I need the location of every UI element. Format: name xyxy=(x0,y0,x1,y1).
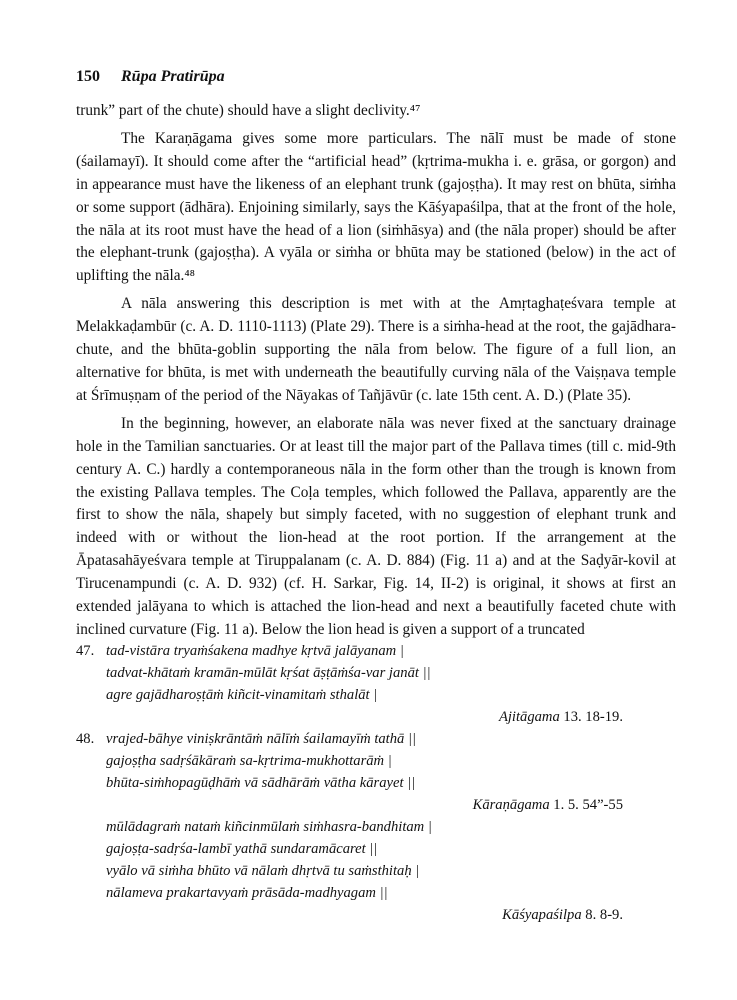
verse-line: tad-vistāra tryaṁśakena madhye kṛtvā jalāyanam | xyxy=(106,643,404,659)
footnote-number: 47. xyxy=(76,643,95,659)
source-reference: 1. 5. 54”-55 xyxy=(553,797,623,813)
verse-line: tadvat-khātaṁ kramān-mūlāt kṛśat āṣṭāṁśa-var janāt || xyxy=(106,665,431,681)
verse-line: nālameva prakartavyaṁ prāsāda-madhyagam || xyxy=(106,885,388,901)
footnote-source xyxy=(76,904,688,926)
main-text xyxy=(76,100,676,642)
verse-line: gajoṣṭa-sadṛśa-lambī yathā sundaramācaret || xyxy=(106,841,378,857)
footnotes xyxy=(76,640,688,926)
source-title: Kāraṇāgama xyxy=(472,797,550,813)
paragraph: In the beginning, however, an elaborate nāla was never fixed at the sanctuary drainage hole in the Tamilian sanctuaries. Or at least till the major part of the Pallava times (till c. mid-9th century A. C.) hardly a contemporaneous nāla in the form other than the trough is known from the existing Pallava temples. The Coḷa temples, which followed the Pallava, apparently are the first to show the nāla, shapely but simply faceted, with no suggestion of elephant trunk and indeed with or without the lion-head at the root portion. If the arrangement at the Āpatasahāyeśvara temple at Tiruppalanam (c. A. D. 884) (Fig. 11 a) and at the Saḍyār-kovil at Tirucenampundi (c. A. D. 932) (cf. H. Sarkar, Fig. 14, II-2) is original, it shows at first an extended jalāyana to which is attached the lion-head and next a beautifully faceted chute with inclined curvature (Fig. 11 a). Below the lion head is given a support of a truncated xyxy=(76,414,676,638)
verse-line: vyālo vā siṁha bhūto vā nālaṁ dhṛtvā tu saṁsthitaḥ | xyxy=(106,863,420,879)
source-title: Kāśyapaśilpa xyxy=(502,907,582,923)
source-reference: 8. 8-9. xyxy=(585,907,623,923)
running-header xyxy=(76,68,225,86)
verse-line: bhūta-siṁhopagūḍhāṁ vā sādhārāṁ vātha kārayet || xyxy=(106,775,416,791)
source-title: Ajitāgama xyxy=(498,709,560,725)
footnote-source xyxy=(76,794,688,816)
verse-line: mūlādagraṁ nataṁ kiñcinmūlaṁ siṁhasra-bandhitam | xyxy=(106,819,432,835)
paragraph: trunk” part of the chute) should have a slight declivity.⁴⁷ xyxy=(76,102,421,119)
paragraph: A nāla answering this description is met with at the Amṛtaghaṭeśvara temple at Melakkaḍambūr (c. A. D. 1110-1113) (Plate 29). There is a siṁha-head at the root, the gajādhara-chute, and the bhūta-goblin supporting the nāla from below. The figure of a full lion, an alternative for bhūta, is met with underneath the beautifully curving nāla of the Vaiṣṇava temple at Śrīmuṣṇam of the period of the Nāyakas of Tañjāvūr (c. late 15th cent. A. D.) (Plate 35). xyxy=(76,295,676,404)
verse-line: vrajed-bāhye viniṣkrāntāṁ nālīṁ śailamayīṁ tathā || xyxy=(106,731,416,747)
paragraph: The Karaṇāgama gives some more particulars. The nālī must be made of stone (śailamayī). It should come after the “artificial head” (kṛtrima-mukha i. e. grāsa, or gorgon) and in appearance must have the likeness of an elephant trunk (gajoṣṭha). It may rest on bhūta, siṁha or some support (ādhāra). Enjoining similarly, says the Kāśyapaśilpa, that at the front of the hole, the nāla at its root must have the head of a lion (siṁhāsya) and (the nāla proper) should be after the elephant-trunk (gajoṣṭha). A vyāla or siṁha or bhūta may be stationed (below) in the act of uplifting the nāla.⁴⁸ xyxy=(76,129,676,285)
running-title: Rūpa Pratirūpa xyxy=(121,68,225,85)
page-number: 150 xyxy=(76,68,100,85)
source-reference: 13. 18-19. xyxy=(563,709,623,725)
footnote-source xyxy=(76,706,688,728)
footnote-47 xyxy=(76,640,688,728)
verse-line: agre gajādharoṣṭāṁ kiñcit-vinamitaṁ sthalāt | xyxy=(106,687,378,703)
footnote-number: 48. xyxy=(76,731,95,747)
footnote-48 xyxy=(76,728,688,926)
verse-line: gajoṣṭha sadṛśākāraṁ sa-kṛtrima-mukhottarāṁ | xyxy=(106,753,392,769)
